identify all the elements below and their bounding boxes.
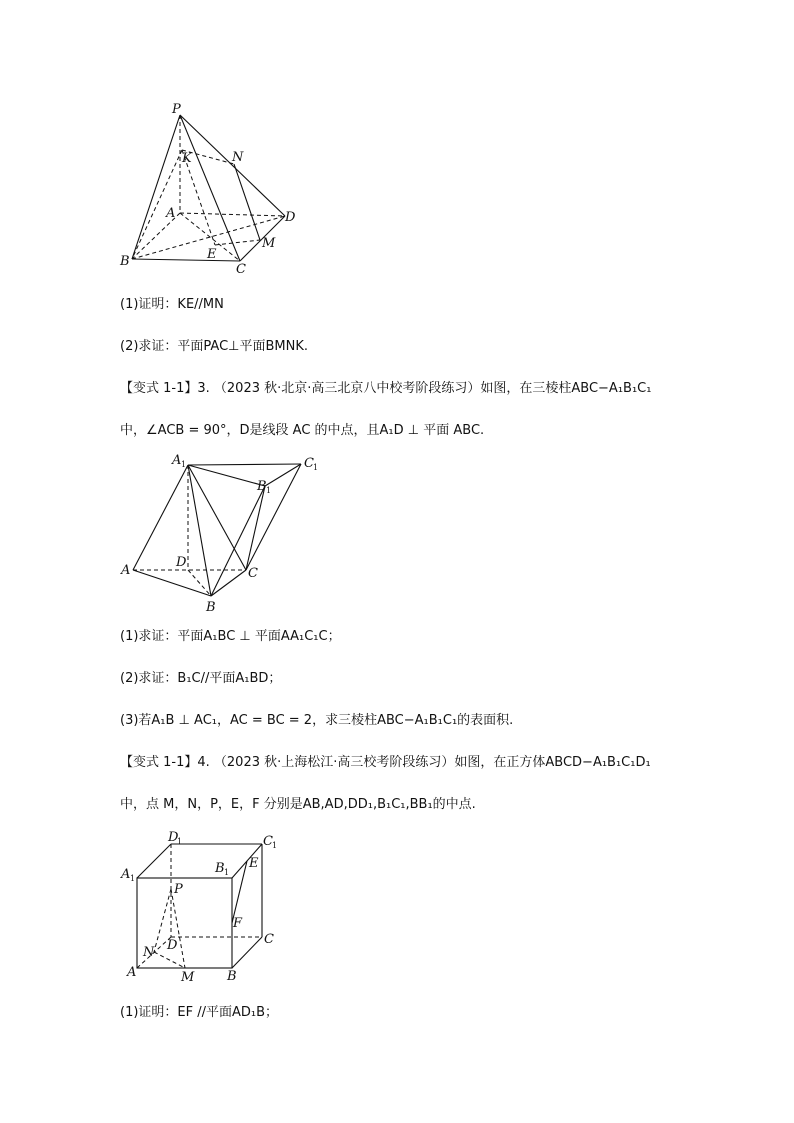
label-A: A [121, 563, 131, 578]
label-P: P [174, 882, 183, 897]
label-C: C [248, 566, 258, 581]
label-C1: C [304, 456, 314, 471]
label-N: N [143, 945, 155, 960]
figure-cube [115, 825, 290, 985]
label-D1-sub: 1 [177, 837, 183, 846]
label-E: E [249, 856, 259, 871]
label-K: K [182, 151, 192, 166]
label-C1-sub: 1 [272, 841, 278, 850]
label-F: F [233, 916, 243, 931]
label-B: B [227, 969, 237, 984]
label-A1-sub: 1 [130, 874, 136, 883]
label-D1: D [168, 830, 179, 845]
label-C: C [264, 932, 274, 947]
label-B: B [206, 600, 216, 615]
label-C1: C [263, 834, 273, 849]
label-A1: A [121, 867, 131, 882]
p2-question-3: (3)若A₁B ⊥ AC₁，AC = BC = 2，求三棱柱ABC−A₁B₁C₁的表面积. [120, 713, 514, 728]
label-B1-sub: 1 [266, 486, 272, 495]
p2-question-1: (1)求证：平面A₁BC ⊥ 平面AA₁C₁C； [120, 629, 341, 644]
p1-question-2: (2)求证：平面PAC⊥平面BMNK. [120, 339, 309, 354]
label-C1-sub: 1 [313, 463, 319, 472]
label-M: M [262, 236, 276, 251]
p3-question-1: (1)证明：EF //平面AD₁B； [120, 1005, 279, 1020]
label-M: M [181, 970, 195, 985]
label-B1-sub: 1 [224, 868, 230, 877]
label-D: D [176, 555, 187, 570]
p3-heading-line1: 【变式 1-1】4. （2023 秋·上海松江·高三校考阶段练习）如图，在正方体ABCD−A₁B₁C₁D₁ [120, 755, 651, 770]
figure-pyramid [110, 95, 330, 275]
label-P: P [172, 102, 181, 117]
label-A1: A [172, 453, 182, 468]
p2-heading-line1: 【变式 1-1】3. （2023 秋·北京·高三北京八中校考阶段练习）如图，在三棱柱ABC−A₁B₁C₁ [120, 381, 652, 396]
label-A1-sub: 1 [181, 460, 187, 469]
label-N: N [232, 150, 244, 165]
label-B1: B [215, 861, 225, 876]
p3-heading-line2: 中，点 M，N，P，E，F 分别是AB,AD,DD₁,B₁C₁,BB₁的中点. [120, 797, 476, 812]
label-E: E [207, 247, 217, 262]
label-C: C [236, 262, 246, 275]
label-D: D [285, 210, 296, 225]
figure-prism [115, 448, 335, 618]
p1-question-1: (1)证明：KE//MN [120, 297, 224, 312]
label-D: D [167, 938, 178, 953]
p2-question-2: (2)求证：B₁C//平面A₁BD； [120, 671, 282, 686]
p2-heading-line2: 中，∠ACB = 90°，D是线段 AC 的中点，且A₁D ⊥ 平面 ABC. [120, 423, 485, 438]
label-B1: B [257, 479, 267, 494]
label-A: A [127, 965, 137, 980]
label-A: A [166, 206, 176, 221]
label-B: B [120, 254, 130, 269]
